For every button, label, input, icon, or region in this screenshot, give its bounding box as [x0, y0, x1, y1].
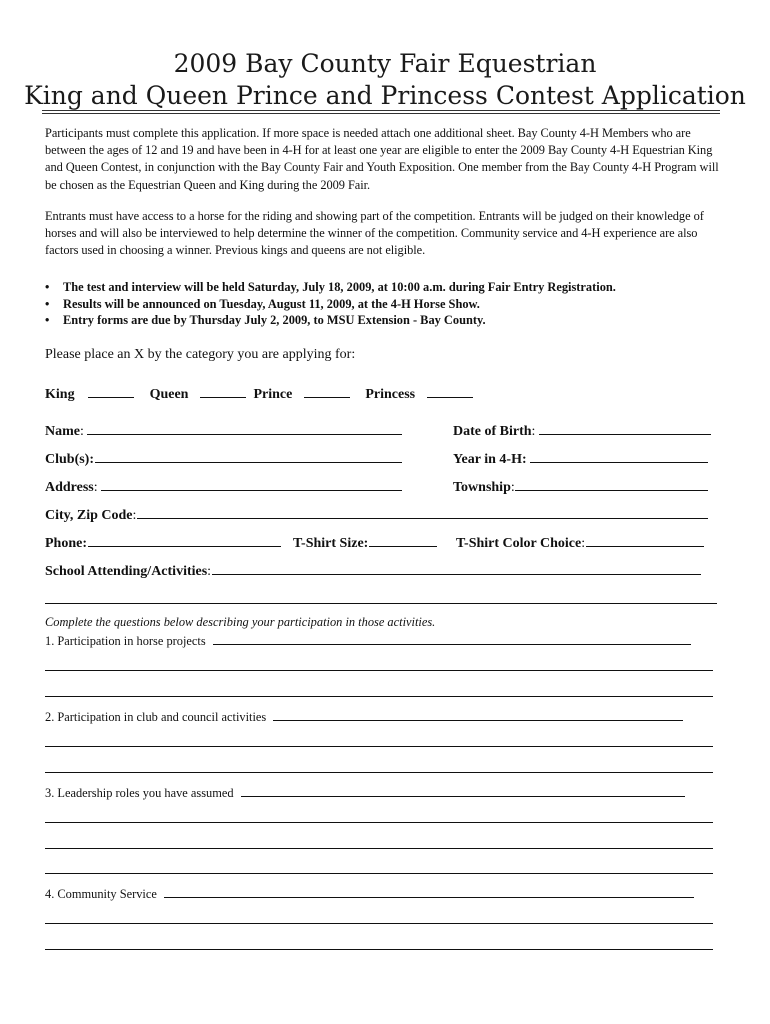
name-field: Name: [45, 421, 402, 440]
q2-label: 2. Participation in club and council activities [45, 710, 267, 724]
tshirt-color-field: T-Shirt Color Choice: [456, 533, 704, 552]
q4-label: 4. Community Service [45, 887, 157, 901]
category-queen-label: Queen [149, 387, 189, 402]
q2-line-2[interactable] [45, 746, 713, 747]
township-input[interactable] [515, 477, 708, 491]
form-title-line-1: 2009 Bay County Fair Equestrian [173, 49, 597, 78]
tshirt-color-input[interactable] [586, 533, 704, 547]
q4-input[interactable] [164, 884, 694, 898]
school-line-2[interactable] [45, 603, 717, 604]
intro-paragraph-2: Entrants must have access to a horse for the riding and showing part of the competition. Entrants will be judged on their knowledge of horses and will also be interviewed to help determine the winner of the competition. Community service and 4-H experience are also factors used in choosing a winner. Previous kings and queens are not eligible. [45, 209, 704, 258]
dob-field: Date of Birth: [453, 421, 711, 440]
address-input[interactable] [101, 477, 402, 491]
bullet-entry-due: • Entry forms are due by Thursday July 2, 2009, to MSU Extension - Bay County. [45, 312, 725, 329]
intro-paragraph-1: Participants must complete this application. If more space is needed attach one additional sheet. Bay County 4-H Members who are between the ages of 12 and 19 and have been in 4-H for at least one year are eligible to enter the 2009 Bay County 4-H Equestrian King and Queen Contest, in conjunction with the Bay County Fair and Youth Exposition. One member from the Bay County 4-H Program will be chosen as the Equestrian Queen and King during the 2009 Fair. [45, 126, 719, 192]
category-queen-blank[interactable] [200, 384, 246, 398]
phone-label: Phone [45, 536, 83, 551]
q3-input[interactable] [241, 783, 685, 797]
title-divider [42, 110, 720, 111]
q2-line-3[interactable] [45, 772, 713, 773]
city-zip-field: City, Zip Code: [45, 505, 708, 524]
tshirt-size-input[interactable] [369, 533, 437, 547]
q1-label: 1. Participation in horse projects [45, 634, 206, 648]
question-horse-projects [45, 631, 691, 649]
school-field: School Attending/Activities: [45, 561, 701, 580]
question-club-council [45, 707, 683, 725]
key-dates-list [45, 279, 725, 329]
clubs-field: Club(s): [45, 449, 402, 468]
year-label: Year in 4-H [453, 452, 522, 467]
bullet-test-interview: • The test and interview will be held Saturday, July 18, 2009, at 10:00 a.m. during Fair Entry Registration. [45, 279, 725, 296]
dob-input[interactable] [539, 421, 711, 435]
phone-input[interactable] [88, 533, 281, 547]
category-princess-label: Princess [365, 387, 416, 402]
questions-instructions: Complete the questions below describing your participation in those activities. [45, 615, 436, 629]
city-zip-input[interactable] [137, 505, 708, 519]
q4-line-3[interactable] [45, 949, 713, 950]
q4-line-2[interactable] [45, 923, 713, 924]
name-label: Name [45, 424, 80, 439]
category-king-label: King [45, 387, 75, 402]
bullet-results: • Results will be announced on Tuesday, August 11, 2009, at the 4-H Horse Show. [45, 296, 725, 313]
tshirt-size-label: T-Shirt Size: [293, 536, 369, 551]
address-label: Address [45, 480, 94, 495]
form-title-line-2: King and Queen Prince and Princess Contest Application [24, 81, 746, 110]
phone-field: Phone: [45, 533, 281, 552]
clubs-label: Club(s) [45, 452, 90, 467]
q3-line-4[interactable] [45, 873, 713, 874]
q3-line-2[interactable] [45, 822, 713, 823]
q3-line-3[interactable] [45, 848, 713, 849]
category-princess-blank[interactable] [427, 384, 473, 398]
clubs-input[interactable] [95, 449, 402, 463]
q1-line-3[interactable] [45, 696, 713, 697]
township-label: Township [453, 480, 511, 495]
school-input[interactable] [212, 561, 701, 575]
address-field: Address: [45, 477, 402, 496]
q2-input[interactable] [273, 707, 683, 721]
category-prompt: Please place an X by the category you are applying for: [45, 347, 356, 362]
school-label: School Attending/Activities [45, 564, 208, 579]
year-field: Year in 4-H: [453, 449, 708, 468]
city-zip-label: City, Zip Code [45, 508, 133, 523]
name-input[interactable] [87, 421, 402, 435]
tshirt-size-field [293, 533, 437, 552]
year-input[interactable] [530, 449, 708, 463]
dob-label: Date of Birth [453, 424, 532, 439]
q1-input[interactable] [213, 631, 691, 645]
q1-line-2[interactable] [45, 670, 713, 671]
category-prince-label: Prince [253, 387, 293, 402]
category-king-blank[interactable] [88, 384, 134, 398]
question-leadership [45, 783, 685, 801]
category-prince-blank[interactable] [304, 384, 350, 398]
title-divider-2 [42, 113, 720, 114]
tshirt-color-label: T-Shirt Color Choice [456, 536, 582, 551]
question-community-service [45, 884, 694, 902]
category-row [45, 384, 473, 403]
township-field: Township: [453, 477, 708, 496]
q3-label: 3. Leadership roles you have assumed [45, 786, 234, 800]
